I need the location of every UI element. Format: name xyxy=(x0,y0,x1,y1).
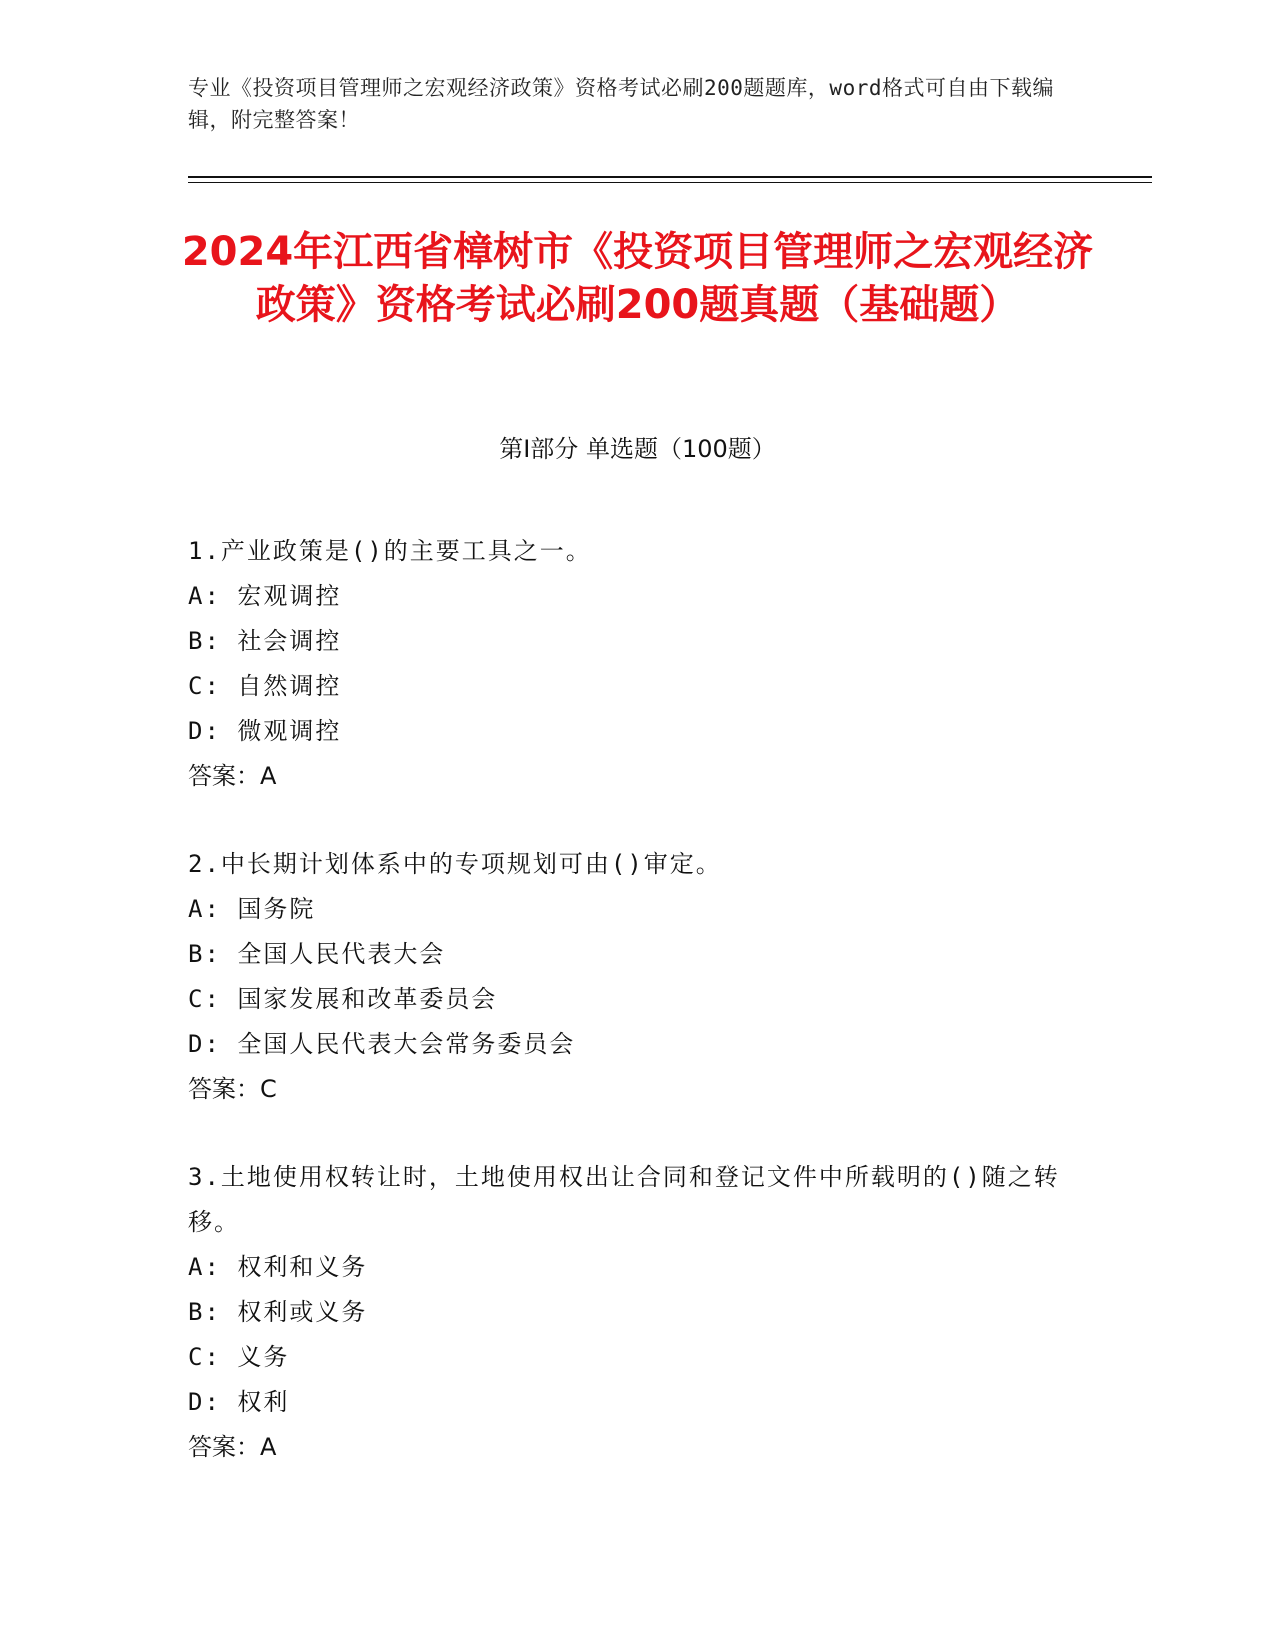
question-stem: 3.土地使用权转让时，土地使用权出让合同和登记文件中所载明的()随之转移。 xyxy=(188,1163,1060,1236)
question-1 xyxy=(188,529,1068,799)
option-a: A: 国务院 xyxy=(188,895,316,923)
question-list xyxy=(188,529,1068,1513)
option-a: A: 宏观调控 xyxy=(188,582,342,610)
document-title: 2024年江西省樟树市《投资项目管理师之宏观经济政策》资格考试必刷200题真题（基础题） xyxy=(181,229,1094,328)
option-c: C: 义务 xyxy=(188,1343,290,1371)
question-2 xyxy=(188,842,1068,1112)
option-c: C: 国家发展和改革委员会 xyxy=(188,985,498,1013)
section-title: 第Ⅰ部分 单选题（100题） xyxy=(499,435,776,463)
answer: 答案：C xyxy=(188,1075,277,1103)
question-3 xyxy=(188,1155,1068,1470)
answer: 答案：A xyxy=(188,762,277,790)
option-b: B: 社会调控 xyxy=(188,627,342,655)
option-b: B: 权利或义务 xyxy=(188,1298,368,1326)
header-note: 专业《投资项目管理师之宏观经济政策》资格考试必刷200题题库，word格式可自由下载编辑，附完整答案！ xyxy=(188,76,1054,132)
header-rule-thick xyxy=(188,176,1152,178)
option-d: D: 全国人民代表大会常务委员会 xyxy=(188,1030,576,1058)
option-a: A: 权利和义务 xyxy=(188,1253,368,1281)
option-d: D: 权利 xyxy=(188,1388,290,1416)
question-stem: 2.中长期计划体系中的专项规划可由()审定。 xyxy=(188,850,722,878)
option-d: D: 微观调控 xyxy=(188,717,342,745)
answer: 答案：A xyxy=(188,1433,277,1461)
option-b: B: 全国人民代表大会 xyxy=(188,940,446,968)
header-rule-thin xyxy=(188,182,1152,183)
question-stem: 1.产业政策是()的主要工具之一。 xyxy=(188,537,592,565)
option-c: C: 自然调控 xyxy=(188,672,342,700)
